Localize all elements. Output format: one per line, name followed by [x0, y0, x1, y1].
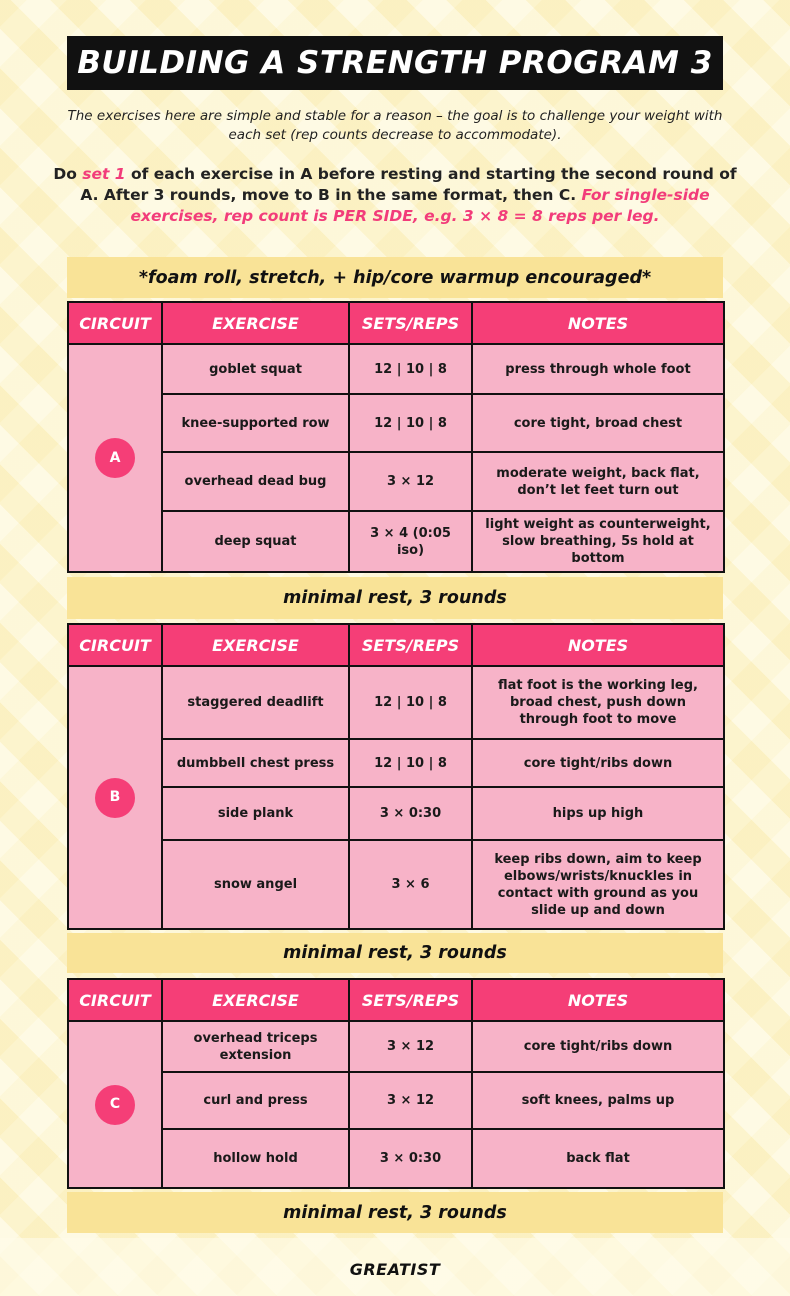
- exercise-cell: snow angel: [162, 840, 349, 929]
- sets-reps-cell: 12 | 10 | 8: [349, 344, 472, 394]
- notes-cell: press through whole foot: [472, 344, 724, 394]
- notes-cell: hips up high: [472, 787, 724, 840]
- exercise-cell: curl and press: [162, 1072, 349, 1129]
- instructions-emphasis-set1: set 1: [82, 165, 126, 183]
- sets-reps-cell: 3 × 12: [349, 452, 472, 511]
- header-notes: NOTES: [472, 624, 724, 666]
- circuit-badge: C: [95, 1085, 135, 1125]
- table-header-row: [68, 624, 724, 666]
- notes-cell: core tight/ribs down: [472, 1021, 724, 1072]
- circuit-badge: A: [95, 438, 135, 478]
- header-circuit: CIRCUIT: [68, 979, 162, 1021]
- header-sets-reps: SETS/REPS: [349, 302, 472, 344]
- exercise-cell: side plank: [162, 787, 349, 840]
- exercise-cell: knee-supported row: [162, 394, 349, 452]
- circuit-cell: [68, 1021, 162, 1188]
- table-row: [68, 1129, 724, 1188]
- sets-reps-cell: 12 | 10 | 8: [349, 739, 472, 787]
- sets-reps-cell: 3 × 12: [349, 1072, 472, 1129]
- sets-reps-cell: 3 × 6: [349, 840, 472, 929]
- table-row: [68, 840, 724, 929]
- header-exercise: EXERCISE: [162, 624, 349, 666]
- sets-reps-cell: 3 × 4 (0:05 iso): [349, 511, 472, 572]
- greatist-logo: GREATIST: [349, 1260, 441, 1279]
- instructions-emphasis-single-side: For single-side exercises, rep count is PER SIDE, e.g. 3 × 8 = 8 reps per leg.: [130, 186, 710, 225]
- notes-cell: back flat: [472, 1129, 724, 1188]
- notes-cell: moderate weight, back flat, don’t let feet turn out: [472, 452, 724, 511]
- notes-cell: core tight, broad chest: [472, 394, 724, 452]
- circuit-badge: B: [95, 778, 135, 818]
- table-row: [68, 394, 724, 452]
- table-row: [68, 344, 724, 394]
- exercise-cell: deep squat: [162, 511, 349, 572]
- table-row: [68, 452, 724, 511]
- instructions-text: [50, 164, 740, 227]
- table-row: [68, 666, 724, 739]
- exercise-cell: hollow hold: [162, 1129, 349, 1188]
- exercise-cell: overhead triceps extension: [162, 1021, 349, 1072]
- header-sets-reps: SETS/REPS: [349, 624, 472, 666]
- instructions-part-1: Do: [53, 165, 83, 183]
- header-notes: NOTES: [472, 302, 724, 344]
- sets-reps-cell: 3 × 0:30: [349, 1129, 472, 1188]
- rest-band-b: minimal rest, 3 rounds: [67, 933, 723, 973]
- circuit-b-table: [67, 623, 725, 930]
- header-notes: NOTES: [472, 979, 724, 1021]
- rest-band-c: minimal rest, 3 rounds: [67, 1192, 723, 1233]
- notes-cell: light weight as counterweight, slow breathing, 5s hold at bottom: [472, 511, 724, 572]
- sets-reps-cell: 3 × 12: [349, 1021, 472, 1072]
- table-row: [68, 787, 724, 840]
- header-exercise: EXERCISE: [162, 979, 349, 1021]
- circuit-a-table: [67, 301, 725, 573]
- notes-cell: keep ribs down, aim to keep elbows/wrists/knuckles in contact with ground as you slide up and down: [472, 840, 724, 929]
- intro-text: The exercises here are simple and stable for a reason – the goal is to challenge your weight with each set (rep counts decrease to accommodate).: [67, 108, 723, 143]
- exercise-cell: dumbbell chest press: [162, 739, 349, 787]
- circuit-cell: [68, 666, 162, 929]
- rest-band-a: minimal rest, 3 rounds: [67, 577, 723, 619]
- header-circuit: CIRCUIT: [68, 624, 162, 666]
- sets-reps-cell: 12 | 10 | 8: [349, 666, 472, 739]
- sets-reps-cell: 12 | 10 | 8: [349, 394, 472, 452]
- table-header-row: [68, 979, 724, 1021]
- header-circuit: CIRCUIT: [68, 302, 162, 344]
- table-row: [68, 1072, 724, 1129]
- header-exercise: EXERCISE: [162, 302, 349, 344]
- table-row: [68, 511, 724, 572]
- instructions-part-2: of each exercise in A before resting and starting the second round of A. After 3 rounds, move to B in the same format, then C.: [80, 165, 737, 204]
- circuit-cell: [68, 344, 162, 572]
- header-sets-reps: SETS/REPS: [349, 979, 472, 1021]
- notes-cell: core tight/ribs down: [472, 739, 724, 787]
- notes-cell: flat foot is the working leg, broad chest, push down through foot to move: [472, 666, 724, 739]
- circuit-c-table: [67, 978, 725, 1189]
- sets-reps-cell: 3 × 0:30: [349, 787, 472, 840]
- table-row: [68, 1021, 724, 1072]
- exercise-cell: goblet squat: [162, 344, 349, 394]
- notes-cell: soft knees, palms up: [472, 1072, 724, 1129]
- exercise-cell: staggered deadlift: [162, 666, 349, 739]
- table-header-row: [68, 302, 724, 344]
- page-title: BUILDING A STRENGTH PROGRAM 3: [67, 36, 723, 90]
- exercise-cell: overhead dead bug: [162, 452, 349, 511]
- warmup-band: *foam roll, stretch, + hip/core warmup encouraged*: [67, 257, 723, 298]
- table-row: [68, 739, 724, 787]
